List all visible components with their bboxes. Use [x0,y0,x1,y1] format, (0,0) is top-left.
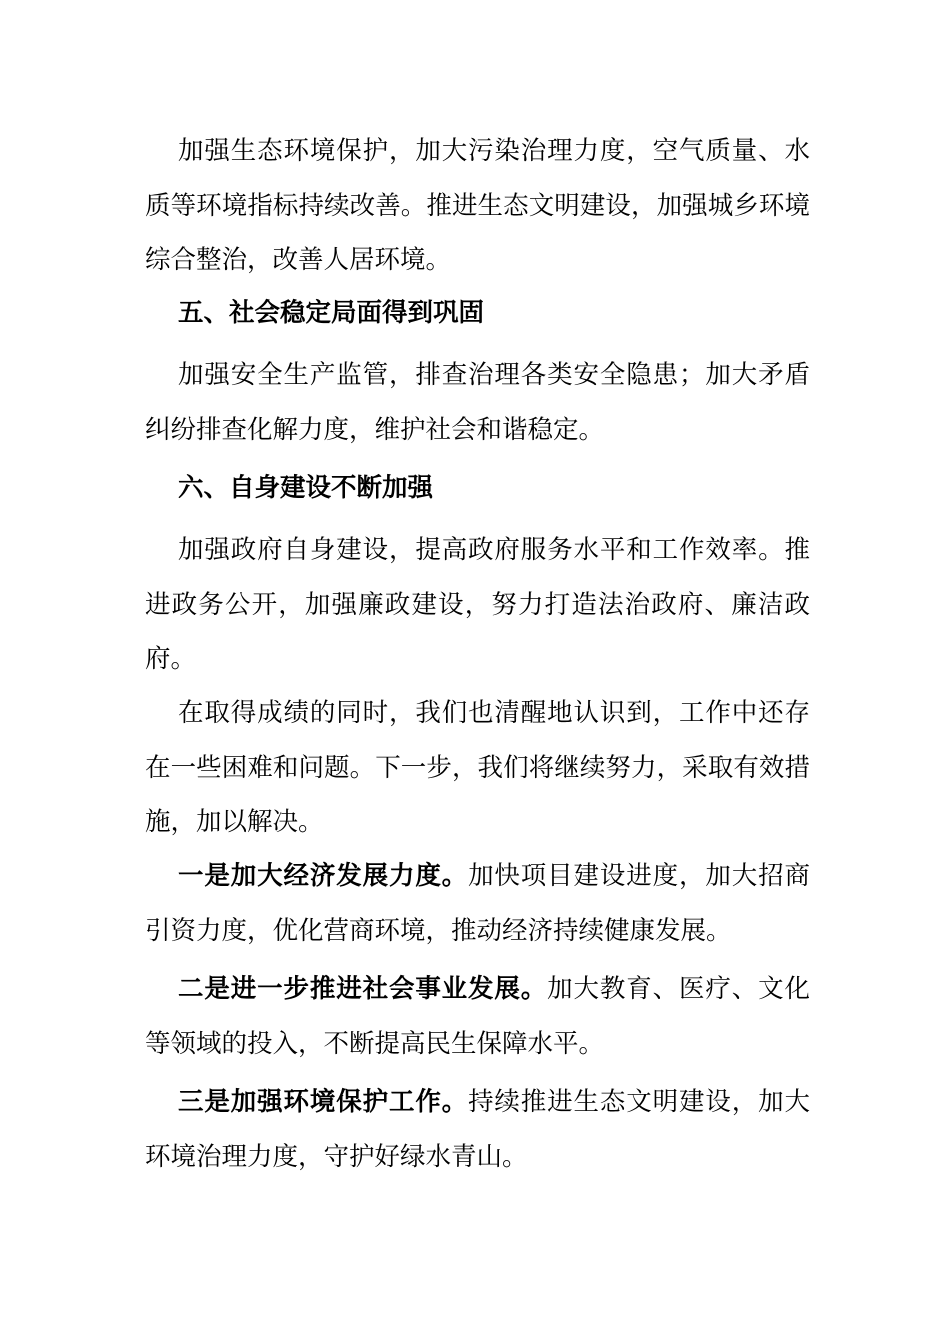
paragraph-environment: 加强生态环境保护，加大污染治理力度，空气质量、水质等环境指标持续改善。推进生态文明建设，加强城乡环境综合整治，改善人居环境。 [145,136,810,275]
paragraph-social-stability: 加强安全生产监管，排查治理各类安全隐患；加大矛盾纠纷排查化解力度，维护社会和谐稳定。 [145,360,810,445]
paragraph-self-building: 加强政府自身建设，提高政府服务水平和工作效率。推进政务公开，加强廉政建设，努力打造法治政府、廉洁政府。 [145,535,810,674]
section-heading-six: 六、自身建设不断加强 [178,473,434,503]
measure-item-social [145,962,810,1071]
section-heading-five: 五、社会稳定局面得到巩固 [178,298,485,328]
measure-text-economy: 加快项目建设进度，加大招商引资力度，优化营商环境，推动经济持续健康发展。 [145,861,810,946]
measure-lead-economy: 一是加大经济发展力度。 [178,861,469,891]
paragraph-problems: 在取得成绩的同时，我们也清醒地认识到，工作中还存在一些困难和问题。下一步，我们将继续努力，采取有效措施，加以解决。 [145,698,810,837]
measure-text-social: 加大教育、医疗、文化等领域的投入，不断提高民生保障水平。 [145,974,810,1059]
measure-lead-environment: 三是加强环境保护工作。 [178,1087,469,1117]
measure-lead-social: 二是进一步推进社会事业发展。 [178,974,548,1004]
measure-item-environment [145,1075,810,1184]
measure-text-environment: 持续推进生态文明建设，加大环境治理力度，守护好绿水青山。 [145,1087,810,1172]
measure-item-economy [145,849,810,958]
